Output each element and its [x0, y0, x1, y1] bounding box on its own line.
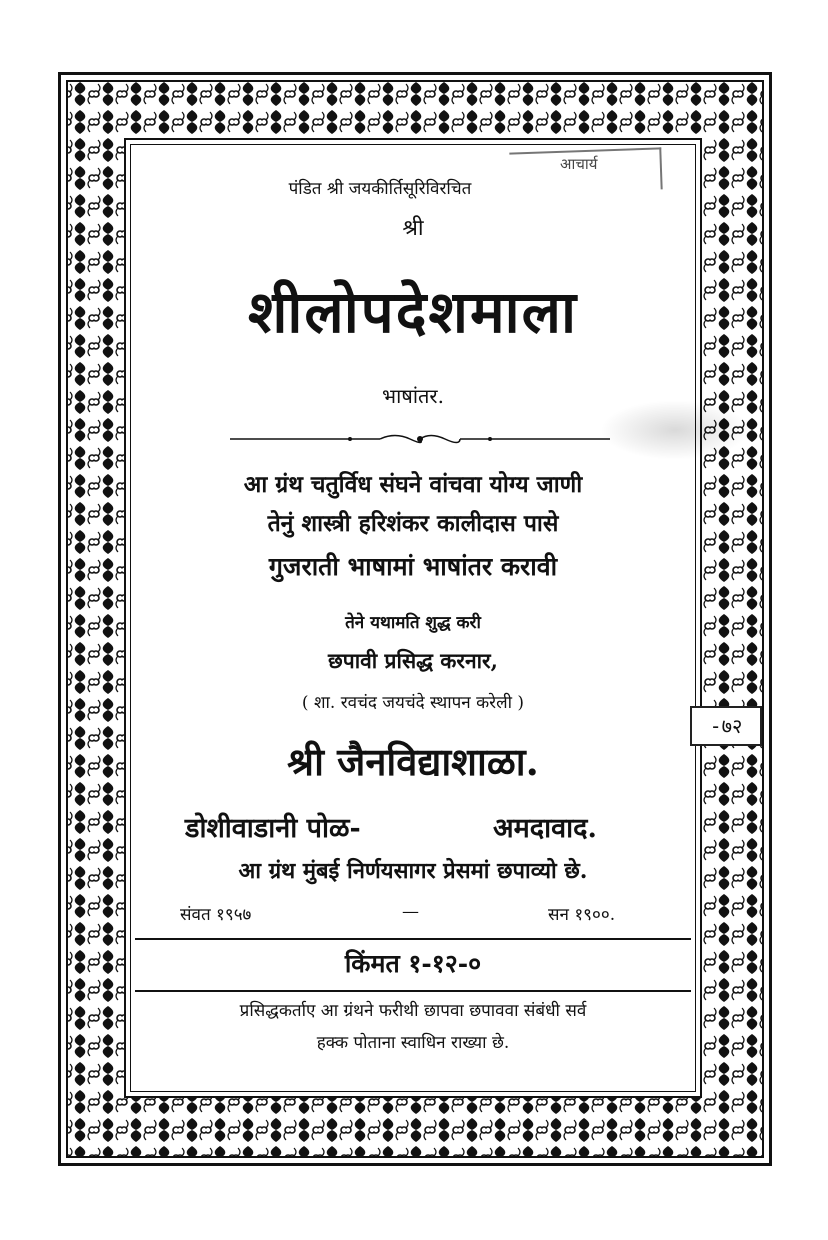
publisher-intro: छपावी प्रसिद्ध करनार, — [328, 648, 498, 673]
shelf-label: -७२ — [690, 706, 762, 746]
publisher-name: श्री जैनविद्याशाळा. — [287, 739, 539, 784]
author-line: पंडित श्री जयकीर्तिसूरिविरचित — [288, 179, 472, 199]
rule — [135, 938, 691, 940]
publisher-note: ( शा. रवचंद जयचंदे स्थापन करेली ) — [301, 693, 525, 713]
ornamental-divider — [230, 432, 610, 446]
body-line: तेने यथामति शुद्ध करी — [345, 613, 481, 633]
invocation: श्री — [402, 216, 424, 241]
body-line: आ ग्रंथ चतुर्विध संघने वांचवा योग्य जाणी — [243, 471, 583, 498]
book-subtitle: भाषांतर. — [382, 384, 444, 408]
rule — [135, 990, 691, 992]
gregorian-date: सन १९००. — [548, 905, 616, 925]
body-line: गुजराती भाषामां भाषांतर करावी — [268, 552, 558, 581]
price: किंमत १-१२-० — [344, 949, 482, 978]
address-locality: डोशीवाडानी पोळ- — [185, 813, 361, 844]
date-separator: — — [402, 902, 419, 922]
samvat-date: संवत १९५७ — [180, 905, 252, 925]
address-city: अमदावाद. — [493, 813, 597, 844]
library-stamp-text: आचार्य — [560, 155, 598, 173]
print-smudge — [600, 400, 750, 460]
body-line: तेनुं शास्त्री हरिशंकर कालीदास पासे — [267, 510, 559, 537]
book-title: शीलोपदेशमाला — [247, 278, 579, 346]
copyright-line: हक्क पोताना स्वाधिन राख्या छे. — [316, 1033, 510, 1053]
press-line: आ ग्रंथ मुंबई निर्णयसागर प्रेसमां छपाव्यो छे. — [238, 858, 588, 884]
copyright-line: प्रसिद्धकर्ताए आ ग्रंथने फरीथी छापवा छपाववा संबंधी सर्व — [239, 1001, 587, 1021]
